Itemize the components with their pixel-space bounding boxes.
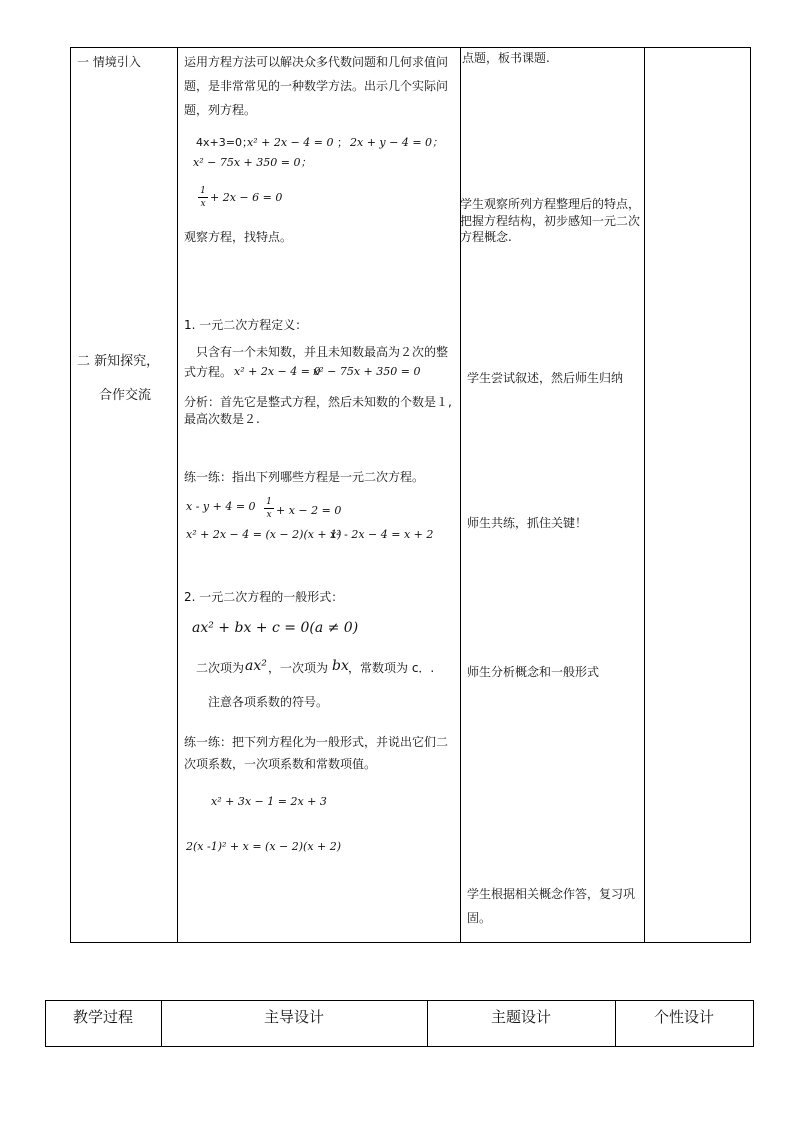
analysis-text: 最高次数是２. <box>184 412 260 426</box>
footer-table-bottom-border <box>45 1046 754 1047</box>
terms-math: bx <box>332 658 349 674</box>
table-left-border <box>70 47 71 943</box>
equation: x² + 3x − 1 = 2x + 3 <box>211 795 327 808</box>
fraction-bar <box>198 197 208 198</box>
practice-heading: 次项系数，一次项系数和常数项值。 <box>184 757 377 771</box>
general-form-heading: 2. 一元二次方程的一般形式： <box>184 590 344 604</box>
fraction-denominator: x <box>266 510 272 520</box>
equation: x² + 2x − 4 = 0 <box>234 365 321 378</box>
activity-text: 学生观察所列方程整理后的特点， <box>460 197 641 211</box>
activity-text: 方程概念. <box>460 230 512 244</box>
section-label-intro: 一 情境引入 <box>77 55 141 69</box>
separator: ； <box>337 136 348 149</box>
intro-text: 题，是非常常见的一种数学方法。出示几个实际问 <box>184 79 449 93</box>
table-top-border <box>70 47 751 48</box>
header-personal-design: 个性设计 <box>653 1008 714 1026</box>
equation: x - y + 4 = 0 <box>186 500 256 513</box>
activity-text: 师生共练，抓住关键！ <box>467 516 588 530</box>
definition-text: 式方程。 <box>184 365 233 379</box>
table-right-border <box>750 47 751 943</box>
column-divider <box>177 47 178 943</box>
terms-text: 二次项为 <box>196 661 245 675</box>
equation: x² + 2x − 4 = 0 <box>247 136 334 149</box>
terms-text: ，常数项为 c．. <box>348 661 435 675</box>
terms-math: ax² <box>245 658 267 674</box>
fraction-denominator: x <box>200 199 206 209</box>
equation: x² + 2x − 4 = (x − 2)(x + 1) <box>186 528 342 541</box>
general-form-equation: ax² + bx + c = 0(a ≠ 0) <box>192 620 359 636</box>
section-label-explore-2: 合作交流 <box>99 388 152 403</box>
analysis-text: 分析：首先它是整式方程，然后未知数的个数是１, <box>184 395 452 409</box>
equation: 4x+3=0； <box>196 136 253 149</box>
fraction-numerator: 1 <box>200 186 206 196</box>
practice-heading: 练一练：把下列方程化为一般形式，并说出它们二 <box>184 735 449 749</box>
header-lead-design: 主导设计 <box>263 1008 324 1026</box>
table-bottom-border <box>70 942 751 943</box>
column-divider <box>644 47 645 943</box>
fraction-bar <box>264 508 274 509</box>
activity-text: 师生分析概念和一般形式 <box>467 665 600 679</box>
column-divider <box>460 47 461 943</box>
intro-text: 运用方程方法可以解决众多代数问题和几何求值问 <box>184 55 449 69</box>
definition-text: 只含有一个未知数，并且未知数最高为２次的整 <box>196 345 449 359</box>
activity-text: 把握方程结构，初步感知一元二次 <box>460 214 641 228</box>
equation: + x − 2 = 0 <box>276 504 342 517</box>
equation: 2(x -1)² + x = (x − 2)(x + 2) <box>186 840 342 853</box>
activity-text: 学生根据相关概念作答，复习巩 <box>467 887 636 901</box>
equation: + 2x − 6 = 0 <box>210 191 283 204</box>
equation: 2x + y − 4 = 0； <box>350 136 444 149</box>
activity-text: 固。 <box>467 911 492 925</box>
footer-table-right-border <box>753 1000 754 1047</box>
header-teaching-process: 教学过程 <box>72 1008 133 1026</box>
equation: x² − 75x + 350 = 0 <box>313 365 421 378</box>
footer-table-top-border <box>45 1000 754 1001</box>
practice-heading: 练一练：指出下列哪些方程是一元二次方程。 <box>184 470 425 484</box>
equation: x² - 2x − 4 = x + 2 <box>330 528 434 541</box>
equation: x² − 75x + 350 = 0； <box>193 156 312 169</box>
intro-text: 题，列方程。 <box>184 103 257 117</box>
observe-text: 观察方程，找特点。 <box>184 230 293 244</box>
activity-text: 点题，板书课题. <box>462 51 550 65</box>
activity-text: 学生尝试叙述，然后师生归纳 <box>467 371 624 385</box>
definition-heading: 1. 一元二次方程定义： <box>184 318 308 332</box>
terms-text: ，一次项为 <box>268 661 329 675</box>
header-theme-design: 主题设计 <box>490 1008 551 1026</box>
section-label-explore: 二 新知探究， <box>77 354 160 369</box>
note-text: 注意各项系数的符号。 <box>208 695 329 709</box>
fraction-numerator: 1 <box>266 497 272 507</box>
